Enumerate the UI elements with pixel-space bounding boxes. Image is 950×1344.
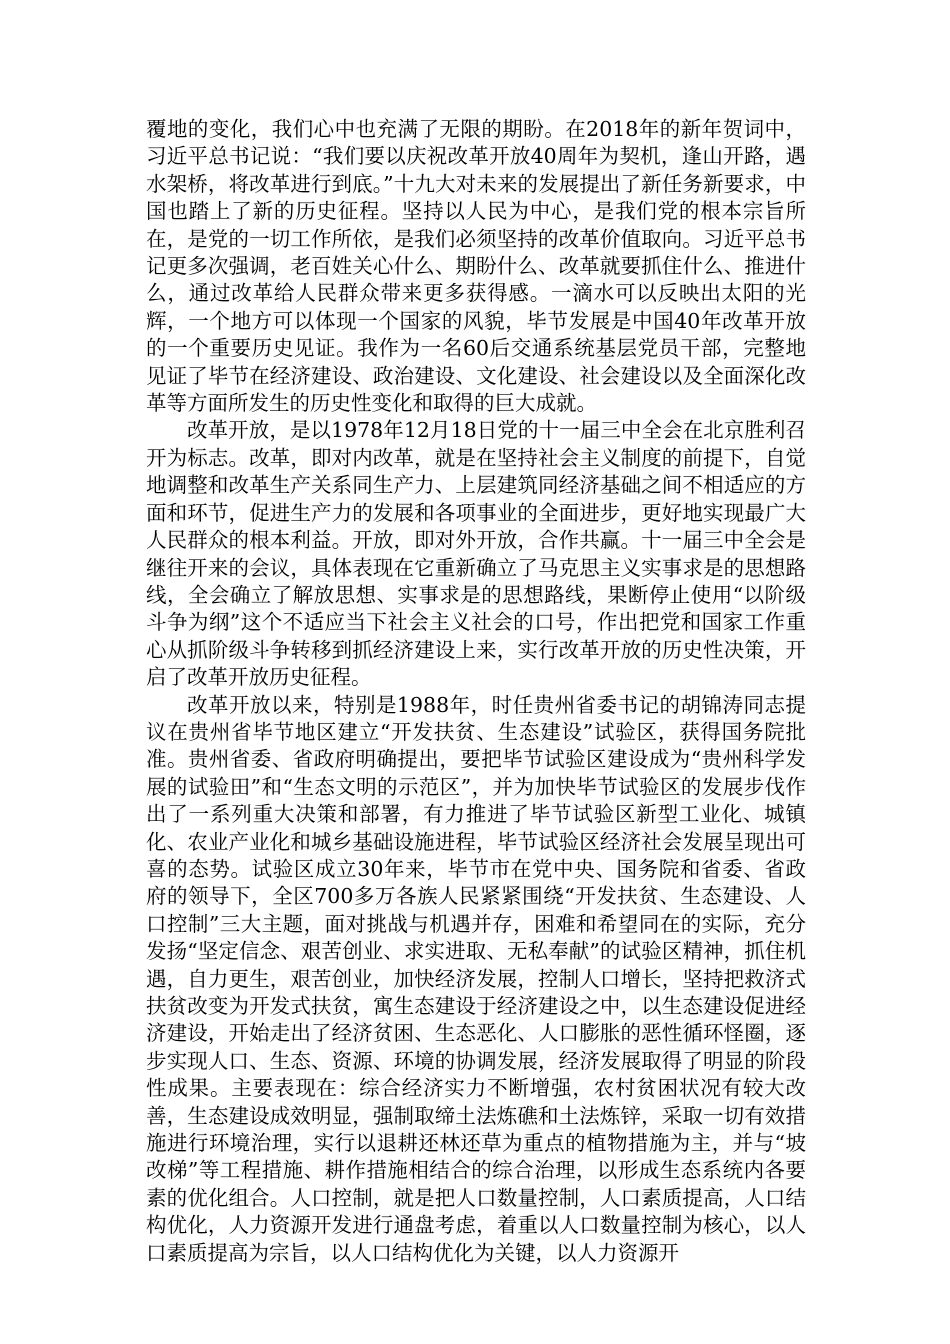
paragraph-3: 改革开放以来，特别是1988年，时任贵州省委书记的胡锦涛同志提议在贵州省毕节地区建立“开发扶贫、生态建设”试验区，获得国务院批准。贵州省委、省政府明确提出，要把毕节试验区建设成为“贵州科学发展的试验田”和“生态文明的示范区”，并为加快毕节试验区的发展步伐作出了一系列重大决策和部署，有力推进了毕节试验区新型工业化、城镇化、农业产业化和城乡基础设施进程，毕节试验区经济社会发展呈现出可喜的态势。试验区成立30年来，毕节市在党中央、国务院和省委、省政府的领导下，全区700多万各族人民紧紧围绕“开发扶贫、生态建设、人口控制”三大主题，面对挑战与机遇并存，困难和希望同在的实际，充分发扬“坚定信念、艰苦创业、求实进取、无私奉献”的试验区精神，抓住机遇，自力更生，艰苦创业，加快经济发展，控制人口增长，坚持把救济式扶贫改变为开发式扶贫，寓生态建设于经济建设之中，以生态建设促进经济建设，开始走出了经济贫困、生态恶化、人口膨胀的恶性循环怪圈，逐步实现人口、生态、资源、环境的协调发展，经济发展取得了明显的阶段性成果。主要表现在：综合经济实力不断增强，农村贫困状况有较大改善，生态建设成效明显，强制取缔土法炼礁和土法炼锌，采取一切有效措施进行环境治理，实行以退耕还林还草为重点的植物措施为主，并与“坡改梯”等工程措施、耕作措施相结合的综合治理，以形成生态系统内各要素的优化组合。人口控制，就是把人口数量控制，人口素质提高，人口结构优化，人力资源开发进行通盘考虑，着重以人口数量控制为核心，以人口素质提高为宗旨，以人口结构优化为关键，以人力资源开 bbox=[146, 692, 806, 1265]
document-page bbox=[146, 116, 806, 1267]
paragraph-2: 改革开放，是以1978年12月18日党的十一届三中全会在北京胜利召开为标志。改革，即对内改革，就是在坚持社会主义制度的前提下，自觉地调整和改革生产关系同生产力、上层建筑同经济基础之间不相适应的方面和环节，促进生产力的发展和各项事业的全面进步，更好地实现最广大人民群众的根本利益。开放，即对外开放，合作共赢。十一届三中全会是继往开来的会议，具体表现在它重新确立了马克思主义实事求是的思想路线，全会确立了解放思想、实事求是的思想路线，果断停止使用“以阶级斗争为纲”这个不适应当下社会主义社会的口号，作出把党和国家工作重心从抓阶级斗争转移到抓经济建设上来，实行改革开放的历史性决策，开启了改革开放历史征程。 bbox=[146, 418, 806, 690]
paragraph-1: 覆地的变化，我们心中也充满了无限的期盼。在2018年的新年贺词中，习近平总书记说：“我们要以庆祝改革开放40周年为契机，逢山开路，遇水架桥，将改革进行到底。”十九大对未来的发展提出了新任务新要求，中国也踏上了新的历史征程。坚持以人民为中心，是我们党的根本宗旨所在，是党的一切工作所依，是我们必须坚持的改革价值取向。习近平总书记更多次强调，老百姓关心什么、期盼什么、改革就要抓住什么、推进什么，通过改革给人民群众带来更多获得感。一滴水可以反映出太阳的光辉，一个地方可以体现一个国家的风貌，毕节发展是中国40年改革开放的一个重要历史见证。我作为一名60后交通系统基层党员干部，完整地见证了毕节在经济建设、政治建设、文化建设、社会建设以及全面深化改革等方面所发生的历史性变化和取得的巨大成就。 bbox=[146, 117, 806, 416]
